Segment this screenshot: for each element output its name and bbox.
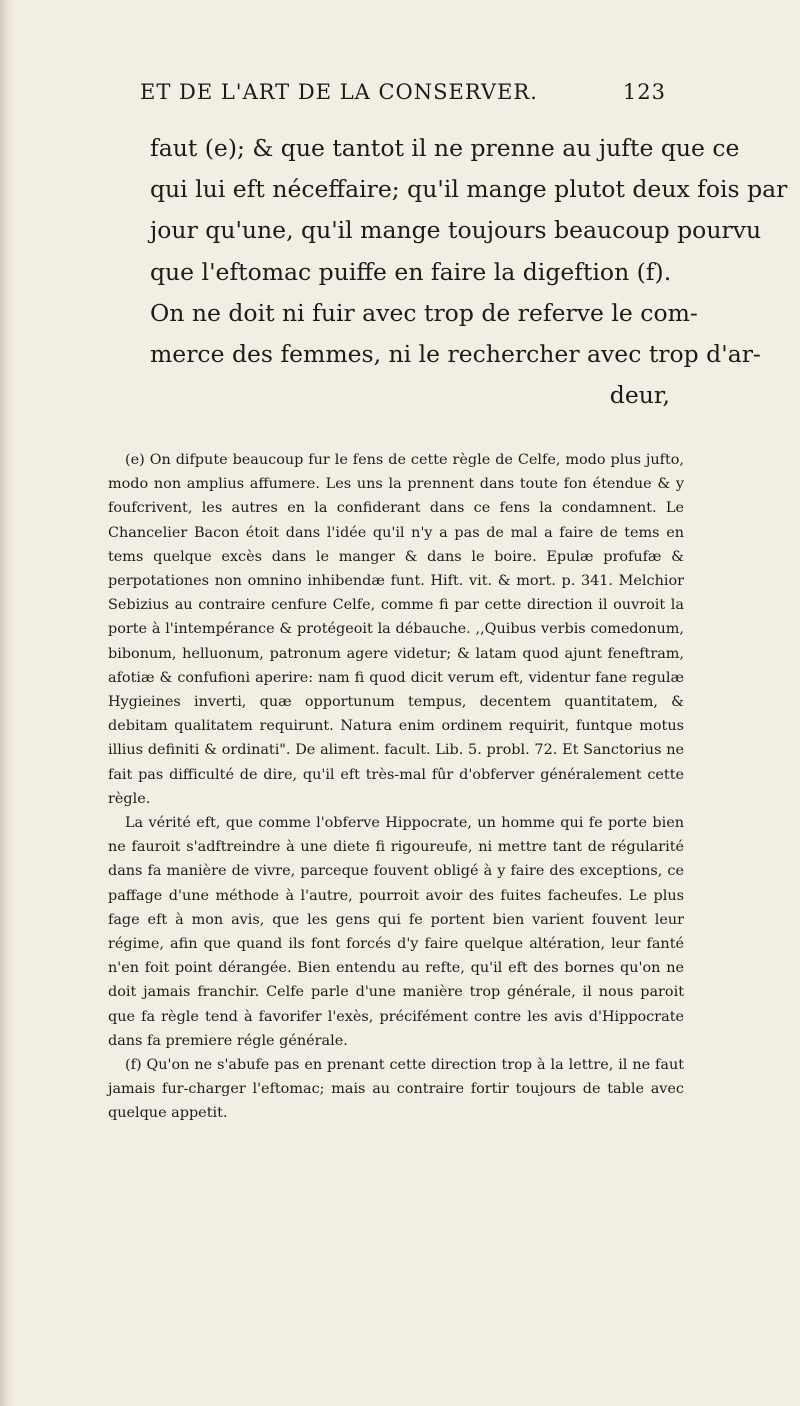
running-title: ET DE L'ART DE LA CONSERVER.	[140, 80, 538, 104]
footnote-e-continued: La vérité eft, que comme l'obferve Hippocrate, un homme qui fe porte bien ne fauroit s'adftreindre à une diete fi rigoureufe, ni mettre tant de régularité dans fa manière de vivre, parceque fouvent obligé à y faire des exceptions, ce paffage d'une méthode à l'autre, pourroit avoir des fuites facheufes. Le plus fage eft à mon avis, que les gens qui fe portent bien varient fouvent leur régime, afin que quand ils font forcés d'y faire quelque altération, leur fanté n'en foit point dérangée. Bien entendu au refte, qu'il eft des bornes qu'on ne doit jamais franchir. Celfe parle d'une manière trop générale, il nous paroit que fa règle tend à favorifer l'exès, précifément contre les avis d'Hippocrate dans fa premiere régle générale.	[108, 815, 684, 1049]
main-text-line: que l'eftomac puiffe en faire la digeftion (f).	[150, 257, 672, 286]
footnotes	[108, 448, 684, 1126]
main-text	[150, 128, 788, 416]
main-text-line: qui lui eft néceffaire; qu'il mange plutot deux fois par	[150, 175, 788, 204]
page-gutter-shadow	[0, 0, 14, 1406]
page-number: 123	[622, 80, 666, 104]
footnote-e: (e) On difpute beaucoup fur le fens de cette règle de Celfe, modo plus jufto, modo non amplius affumere. Les uns la prennent dans toute fon étendue & y foufcrivent, les autres en la confiderant dans ce fens la condamnent. Le Chancelier Bacon étoit dans l'idée qu'il n'y a pas de mal a faire de tems en tems quelque excès dans le manger & dans le boire. Epulæ profufæ & perpotationes non omnino inhibendæ funt. Hift. vit. & mort. p. 341. Melchior Sebizius au contraire cenfure Celfe, comme fi par cette direction il ouvroit la porte à l'intempérance & protégeoit la débauche. ,,Quibus verbis comedonum, bibonum, helluonum, patronum agere videtur; & latam quod ajunt feneftram, afotiæ & confufioni aperire: nam fi quod dicit verum eft, videntur fane regulæ Hygieines inverti, quæ opportunum tempus, decentem quantitatem, & debitam qualitatem requirunt. Natura enim ordinem requirit, funtque motus illius definiti & ordinati". De aliment. facult. Lib. 5. probl. 72. Et Sanctorius ne fait pas difficulté de dire, qu'il eft très-mal fûr d'obferver généralement cette règle.	[108, 452, 684, 807]
footnote-f: (f) Qu'on ne s'abufe pas en prenant cette direction trop à la lettre, il ne faut jamais fur-charger l'eftomac; mais au contraire fortir toujours de table avec quelque appetit.	[108, 1057, 684, 1122]
main-text-line: merce des femmes, ni le rechercher avec trop d'ar-	[150, 340, 761, 369]
main-text-line: jour qu'une, qu'il mange toujours beaucoup pourvu	[150, 216, 762, 245]
page-header	[140, 80, 666, 104]
main-text-line: On ne doit ni fuir avec trop de referve le com-	[150, 298, 698, 327]
main-text-line: faut (e); & que tantot il ne prenne au jufte que ce	[150, 134, 740, 162]
catchword: deur,	[609, 381, 670, 410]
